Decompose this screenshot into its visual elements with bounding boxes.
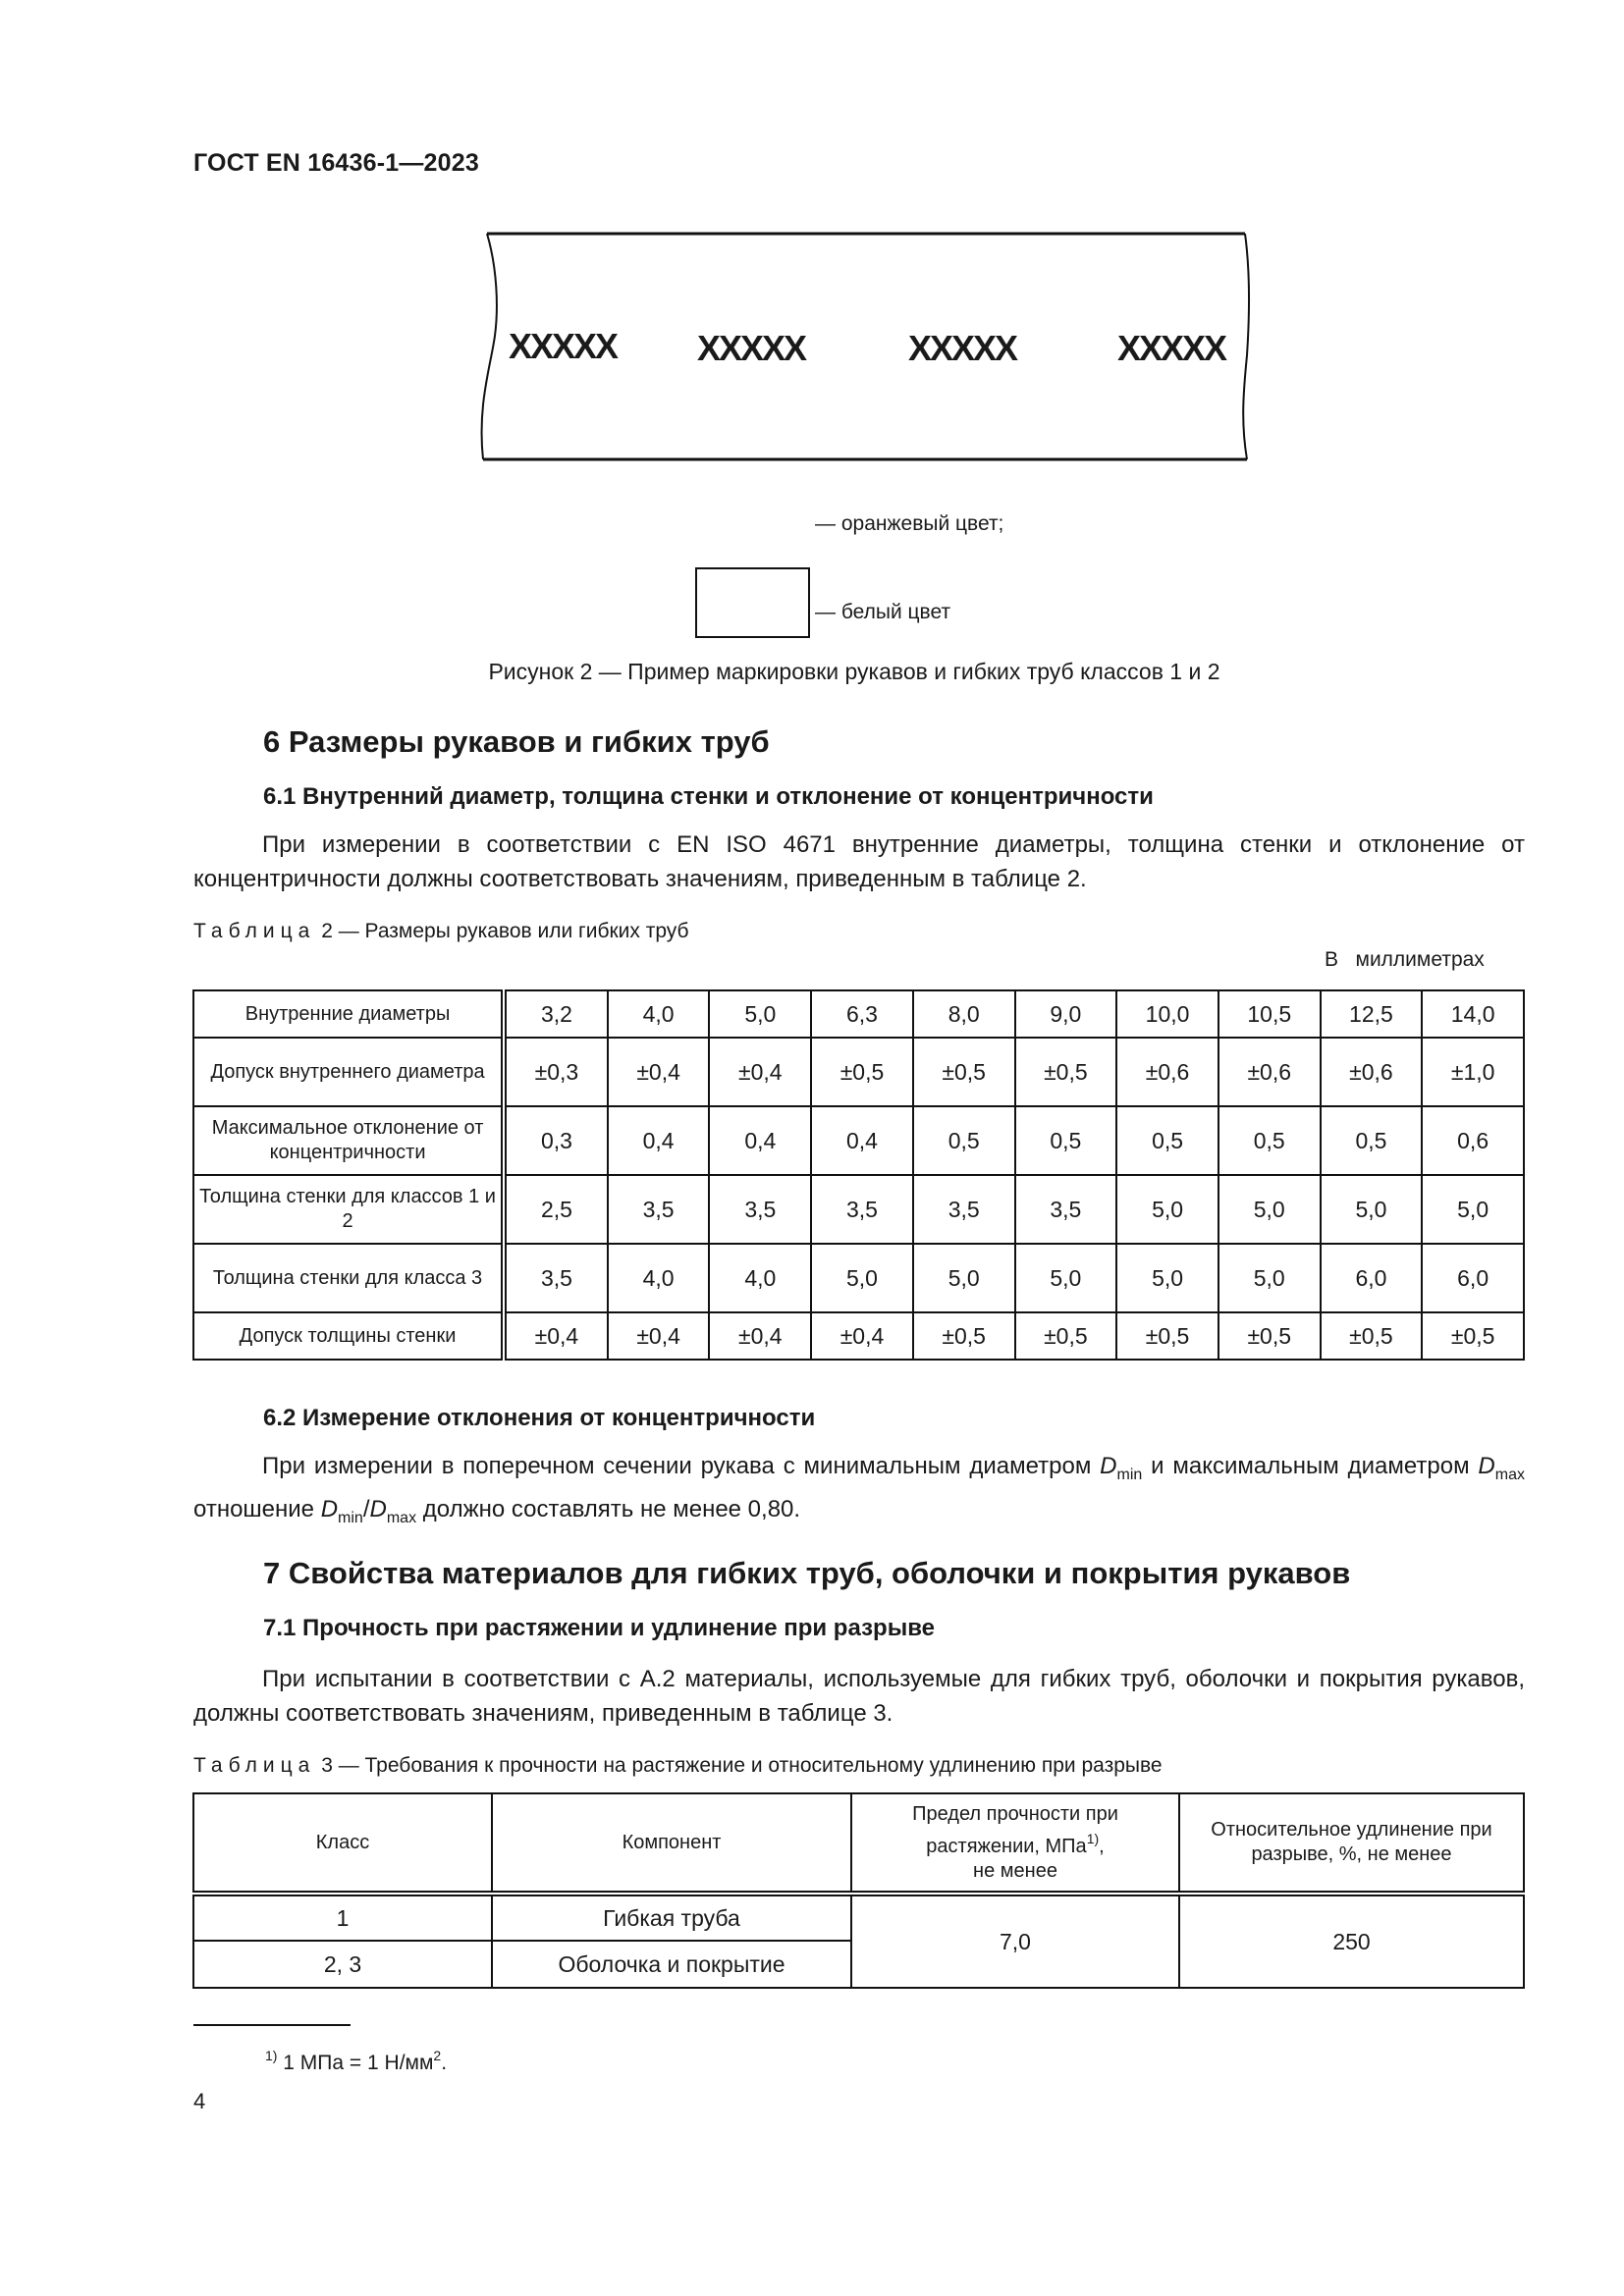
table-cell: ±0,5 (1422, 1312, 1524, 1360)
row-label: Внутренние диаметры (193, 990, 504, 1038)
table-cell: 0,5 (1218, 1106, 1321, 1175)
table-cell: ±0,5 (811, 1038, 913, 1106)
cell-strength-value: 7,0 (851, 1894, 1179, 1988)
table-3-header-row (193, 1793, 1524, 1894)
table-cell: ±0,3 (504, 1038, 608, 1106)
table-cell: 4,0 (608, 1244, 710, 1312)
table-cell: 0,3 (504, 1106, 608, 1175)
table-2-caption-prefix: Таблица (193, 920, 316, 942)
table-cell: 0,4 (811, 1106, 913, 1175)
table-cell: 5,0 (1422, 1175, 1524, 1244)
table-3-caption (193, 1754, 1163, 1778)
table-cell: 3,5 (504, 1244, 608, 1312)
symbol-d: D (1478, 1453, 1495, 1479)
page-number: 4 (193, 2089, 206, 2113)
table-2-dimensions (192, 989, 1525, 1361)
table-cell: 9,0 (1015, 990, 1117, 1038)
table-cell: 5,0 (1218, 1244, 1321, 1312)
table-cell: ±0,5 (1321, 1312, 1423, 1360)
cell-component: Гибкая труба (492, 1894, 851, 1941)
section-6-1-text: При измерении в соответствии с EN ISO 4671 внутренние диаметры, толщина стенки и отклонение от концентричности должны соответствовать значениям, приведенным в таблице 2. (193, 831, 1525, 892)
marking-text-2: XXXXX (697, 328, 806, 368)
table-cell: 4,0 (709, 1244, 811, 1312)
text-run: не менее (973, 1859, 1057, 1882)
table-cell: ±0,4 (709, 1038, 811, 1106)
subscript-min: min (338, 1510, 363, 1526)
section-7-heading: 7 Свойства материалов для гибких труб, оболочки и покрытия рукавов (263, 1556, 1351, 1590)
table-cell: 8,0 (913, 990, 1015, 1038)
table-cell: 0,5 (1015, 1106, 1117, 1175)
orange-swatch (695, 501, 808, 556)
section-7-1-heading: 7.1 Прочность при растяжении и удлинение при разрыве (263, 1615, 935, 1641)
section-6-1-heading: 6.1 Внутренний диаметр, толщина стенки и отклонение от концентричности (263, 783, 1154, 810)
table-3-caption-text: 3 — Требования к прочности на растяжение и относительному удлинению при разрыве (321, 1754, 1163, 1777)
header-elongation: Относительное удлинение при разрыве, %, не менее (1179, 1793, 1524, 1894)
table-cell: 0,5 (1321, 1106, 1423, 1175)
legend-white-label: — белый цвет (815, 601, 951, 623)
superscript: 2 (433, 2048, 442, 2063)
table-cell: ±0,4 (608, 1312, 710, 1360)
marking-text-3: XXXXX (908, 328, 1017, 368)
subscript-max: max (386, 1510, 417, 1526)
table-cell: ±0,5 (913, 1038, 1015, 1106)
table-cell: ±0,5 (1015, 1312, 1117, 1360)
text-run: 1 МПа = 1 Н/мм (283, 2052, 434, 2074)
table-3-tensile-requirements (192, 1792, 1525, 1989)
table-3-caption-prefix: Таблица (193, 1754, 316, 1777)
marking-text-1: XXXXX (509, 326, 618, 366)
table-cell: 2,5 (504, 1175, 608, 1244)
text-run: При измерении в поперечном сечении рукава с минимальным диаметром (262, 1453, 1101, 1479)
table-row (193, 1175, 1524, 1244)
row-label: Допуск толщины стенки (193, 1312, 504, 1360)
table-cell: 10,0 (1116, 990, 1218, 1038)
row-label: Толщина стенки для класса 3 (193, 1244, 504, 1312)
table-cell: 5,0 (1116, 1175, 1218, 1244)
cell-elongation-value: 250 (1179, 1894, 1524, 1988)
table-cell: 0,5 (913, 1106, 1015, 1175)
text-run: , (1099, 1835, 1105, 1857)
table-cell: ±0,4 (608, 1038, 710, 1106)
text-run: Предел прочности при растяжении, МПа (912, 1802, 1118, 1857)
table-cell: 5,0 (1116, 1244, 1218, 1312)
table-cell: 3,5 (913, 1175, 1015, 1244)
section-6-1-paragraph (193, 828, 1525, 896)
table-cell: 6,3 (811, 990, 913, 1038)
table-cell: 12,5 (1321, 990, 1423, 1038)
footnote-ref: 1) (1086, 1830, 1100, 1846)
table-cell: 10,5 (1218, 990, 1321, 1038)
text-run: / (362, 1496, 370, 1522)
header-tensile-strength (851, 1793, 1179, 1894)
table-row (193, 1244, 1524, 1312)
figure-caption: Рисунок 2 — Пример маркировки рукавов и гибких труб классов 1 и 2 (488, 659, 1220, 684)
subscript-max: max (1494, 1467, 1525, 1483)
table-cell: ±0,5 (1015, 1038, 1117, 1106)
text-run: и максимальным диаметром (1142, 1453, 1479, 1479)
table-row (193, 1312, 1524, 1360)
table-cell: 5,0 (913, 1244, 1015, 1312)
table-cell: 6,0 (1321, 1244, 1423, 1312)
table-cell: ±0,6 (1321, 1038, 1423, 1106)
table-cell: 3,5 (811, 1175, 913, 1244)
section-7-1-paragraph (193, 1662, 1525, 1731)
table-row (193, 1038, 1524, 1106)
table-cell: 0,6 (1422, 1106, 1524, 1175)
table-cell: 3,5 (608, 1175, 710, 1244)
table-cell: 0,5 (1116, 1106, 1218, 1175)
marking-text-4: XXXXX (1117, 328, 1226, 368)
table-cell: 5,0 (811, 1244, 913, 1312)
table-cell: ±0,5 (1116, 1312, 1218, 1360)
table-row (193, 1894, 1524, 1941)
table-cell: 14,0 (1422, 990, 1524, 1038)
table-2-caption (193, 920, 689, 943)
table-cell: 0,4 (608, 1106, 710, 1175)
table-cell: ±0,4 (709, 1312, 811, 1360)
table-cell: 5,0 (1218, 1175, 1321, 1244)
table-cell: ±0,5 (913, 1312, 1015, 1360)
table-row (193, 990, 1524, 1038)
table-cell: 5,0 (1015, 1244, 1117, 1312)
table-cell: ±0,6 (1116, 1038, 1218, 1106)
section-6-2-paragraph (193, 1449, 1525, 1535)
table-cell: 0,4 (709, 1106, 811, 1175)
table-cell: ±0,5 (1218, 1312, 1321, 1360)
row-label: Толщина стенки для классов 1 и 2 (193, 1175, 504, 1244)
text-run: . (441, 2052, 448, 2074)
table-cell: 5,0 (1321, 1175, 1423, 1244)
table-cell: 6,0 (1422, 1244, 1524, 1312)
cell-component: Оболочка и покрытие (492, 1941, 851, 1988)
footnote (265, 2048, 447, 2075)
header-class: Класс (193, 1793, 492, 1894)
table-cell: ±0,4 (811, 1312, 913, 1360)
section-7-1-text: При испытании в соответствии с А.2 материалы, используемые для гибких труб, оболочки и покрытия рукавов, должны соответствовать значениям, приведенным в таблице 3. (193, 1666, 1525, 1727)
section-6-heading: 6 Размеры рукавов и гибких труб (263, 724, 770, 759)
table-cell: ±1,0 (1422, 1038, 1524, 1106)
table-cell: ±0,6 (1218, 1038, 1321, 1106)
table-cell: 3,5 (709, 1175, 811, 1244)
symbol-d: D (1100, 1453, 1117, 1479)
header-component: Компонент (492, 1793, 851, 1894)
table-cell: ±0,4 (504, 1312, 608, 1360)
table-cell: 3,5 (1015, 1175, 1117, 1244)
table-cell: 5,0 (709, 990, 811, 1038)
row-label: Максимальное отклонение от концентричности (193, 1106, 504, 1175)
text-run: должно составлять не менее 0,80. (416, 1496, 801, 1522)
cell-class: 2, 3 (193, 1941, 492, 1988)
table-row (193, 1106, 1524, 1175)
table-2-caption-text: 2 — Размеры рукавов или гибких труб (321, 920, 689, 942)
cell-class: 1 (193, 1894, 492, 1941)
symbol-d: D (369, 1496, 387, 1522)
document-code-header: ГОСТ EN 16436-1—2023 (193, 149, 479, 177)
symbol-d: D (320, 1496, 339, 1522)
footnote-mark: 1) (265, 2048, 278, 2063)
section-6-2-heading: 6.2 Измерение отклонения от концентричности (263, 1405, 816, 1431)
table-cell: 4,0 (608, 990, 710, 1038)
footnote-separator (193, 2024, 351, 2026)
text-run: отношение (193, 1496, 321, 1522)
white-swatch (695, 567, 810, 638)
row-label: Допуск внутреннего диаметра (193, 1038, 504, 1106)
subscript-min: min (1116, 1467, 1143, 1483)
table-2-units: В миллиметрах (1325, 948, 1485, 971)
legend-orange-label: — оранжевый цвет; (815, 512, 1004, 535)
table-cell: 3,2 (504, 990, 608, 1038)
